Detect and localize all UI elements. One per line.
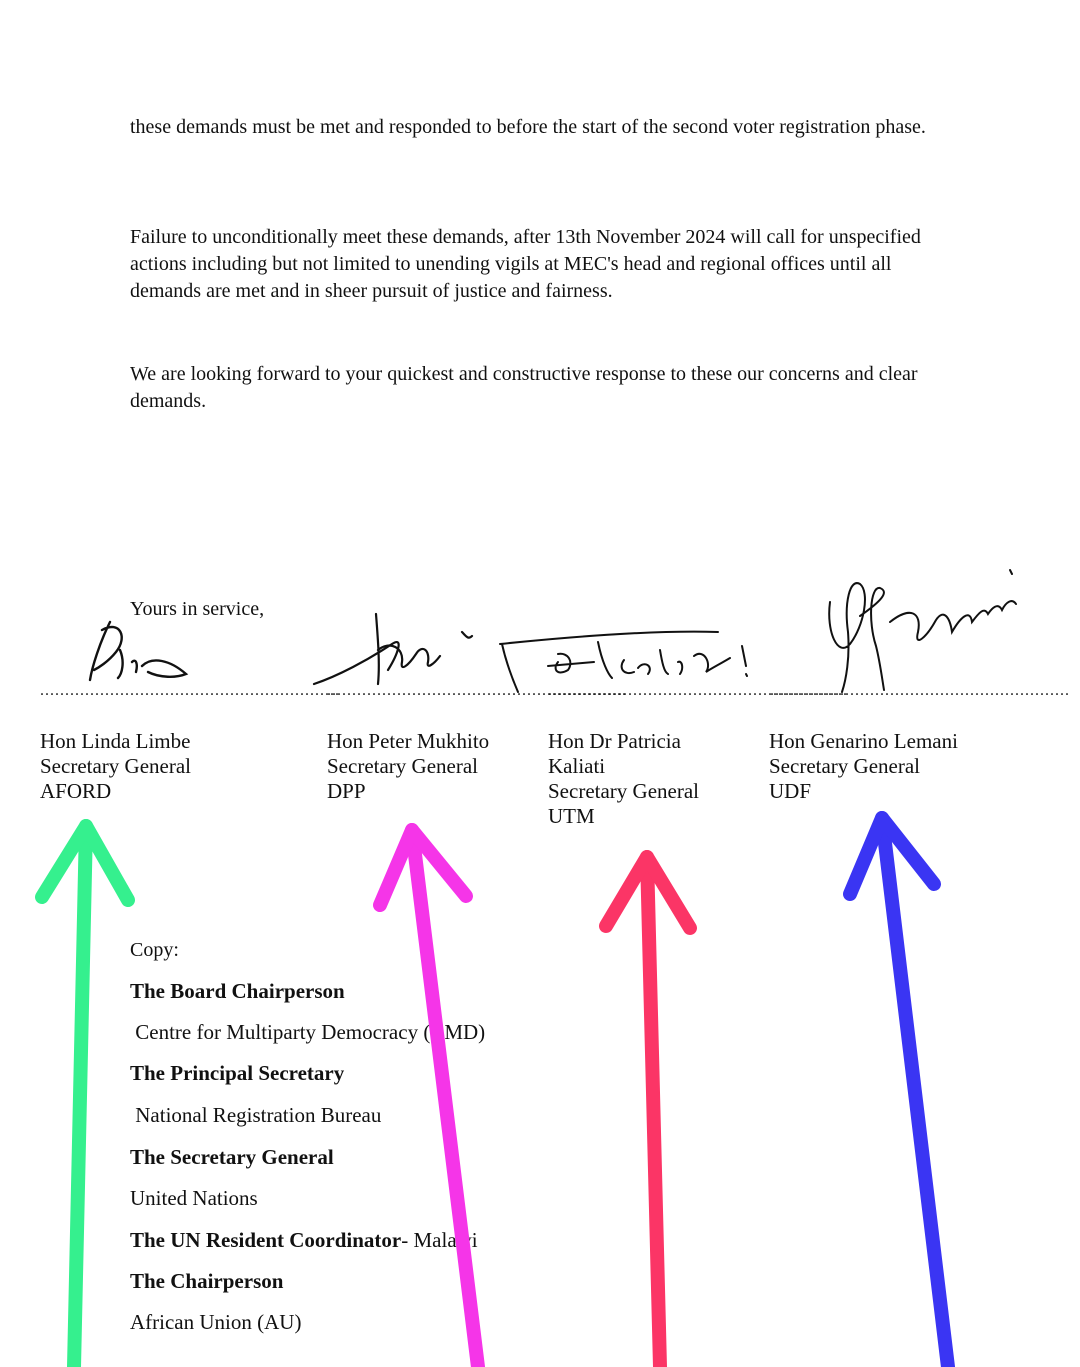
signature-limbe [80, 612, 200, 692]
signatory-name-line2: Kaliati [548, 754, 606, 778]
recipient-title: The Principal Secretary [130, 1061, 345, 1085]
copy-recipient [130, 1227, 478, 1253]
signature-line-kaliati: ............................................................ [548, 682, 848, 699]
copy-recipient [130, 1268, 283, 1294]
recipient-suffix: - Malawi [401, 1228, 478, 1252]
paragraph-response-request: We are looking forward to your quickest and constructive response to these our concerns and clear demands. [130, 363, 918, 412]
recipient-title: The Secretary General [130, 1145, 334, 1169]
signature-lemani [820, 562, 1030, 696]
signatory-name-line1: Hon Dr Patricia [548, 729, 681, 753]
signatory-title: Secretary General [327, 754, 478, 778]
signature-line-limbe: ............................................................ [40, 682, 340, 699]
arrow-kaliati [606, 857, 690, 1367]
signatory-name: Hon Linda Limbe [40, 729, 191, 753]
copy-recipient-org: African Union (AU) [130, 1310, 302, 1334]
recipient-title: The UN Resident Coordinator [130, 1228, 402, 1252]
signatory-name: Hon Genarino Lemani [769, 729, 958, 753]
copy-recipient-org: Centre for Multiparty Democracy (CMD) [130, 1020, 486, 1044]
recipient-title: The Chairperson [130, 1269, 284, 1293]
copy-recipient-org: United Nations [130, 1186, 258, 1210]
signatory-title: Secretary General [40, 754, 191, 778]
signatory-title: Secretary General [548, 779, 699, 803]
signatory-limbe [40, 729, 191, 804]
closing-line: Yours in service, [130, 598, 265, 620]
signature-mukhito [308, 610, 488, 690]
signature-line-mukhito: ............................................................ [327, 682, 627, 699]
signature-line-lemani: ............................................................ [770, 682, 1070, 699]
signatory-party: UDF [769, 779, 812, 803]
copy-recipient [130, 1144, 334, 1170]
signatory-mukhito [327, 729, 489, 804]
copy-recipient [130, 1060, 344, 1086]
signatory-title: Secretary General [769, 754, 920, 778]
recipient-title: The Board Chairperson [130, 979, 345, 1003]
signatory-party: AFORD [40, 779, 112, 803]
copy-label: Copy: [130, 939, 179, 961]
copy-recipient [130, 978, 345, 1004]
arrow-limbe [42, 826, 128, 1367]
arrow-mukhito [380, 830, 478, 1367]
arrow-lemani [850, 818, 948, 1367]
paragraph-failure-warning: Failure to unconditionally meet these demands, after 13th November 2024 will call for unspecified actions including but not limited to unending vigils at MEC's head and regional offices until all demands are met and in sheer pursuit of justice and fairness. [130, 226, 921, 302]
copy-recipient-org: National Registration Bureau [130, 1103, 382, 1127]
signatory-party: DPP [327, 779, 366, 803]
signatory-name: Hon Peter Mukhito [327, 729, 490, 753]
signatory-lemani [769, 729, 958, 804]
signatory-party: UTM [548, 804, 595, 828]
paragraph-deadline: these demands must be met and responded to before the start of the second voter registration phase. [130, 116, 926, 138]
signatory-kaliati [548, 729, 699, 829]
